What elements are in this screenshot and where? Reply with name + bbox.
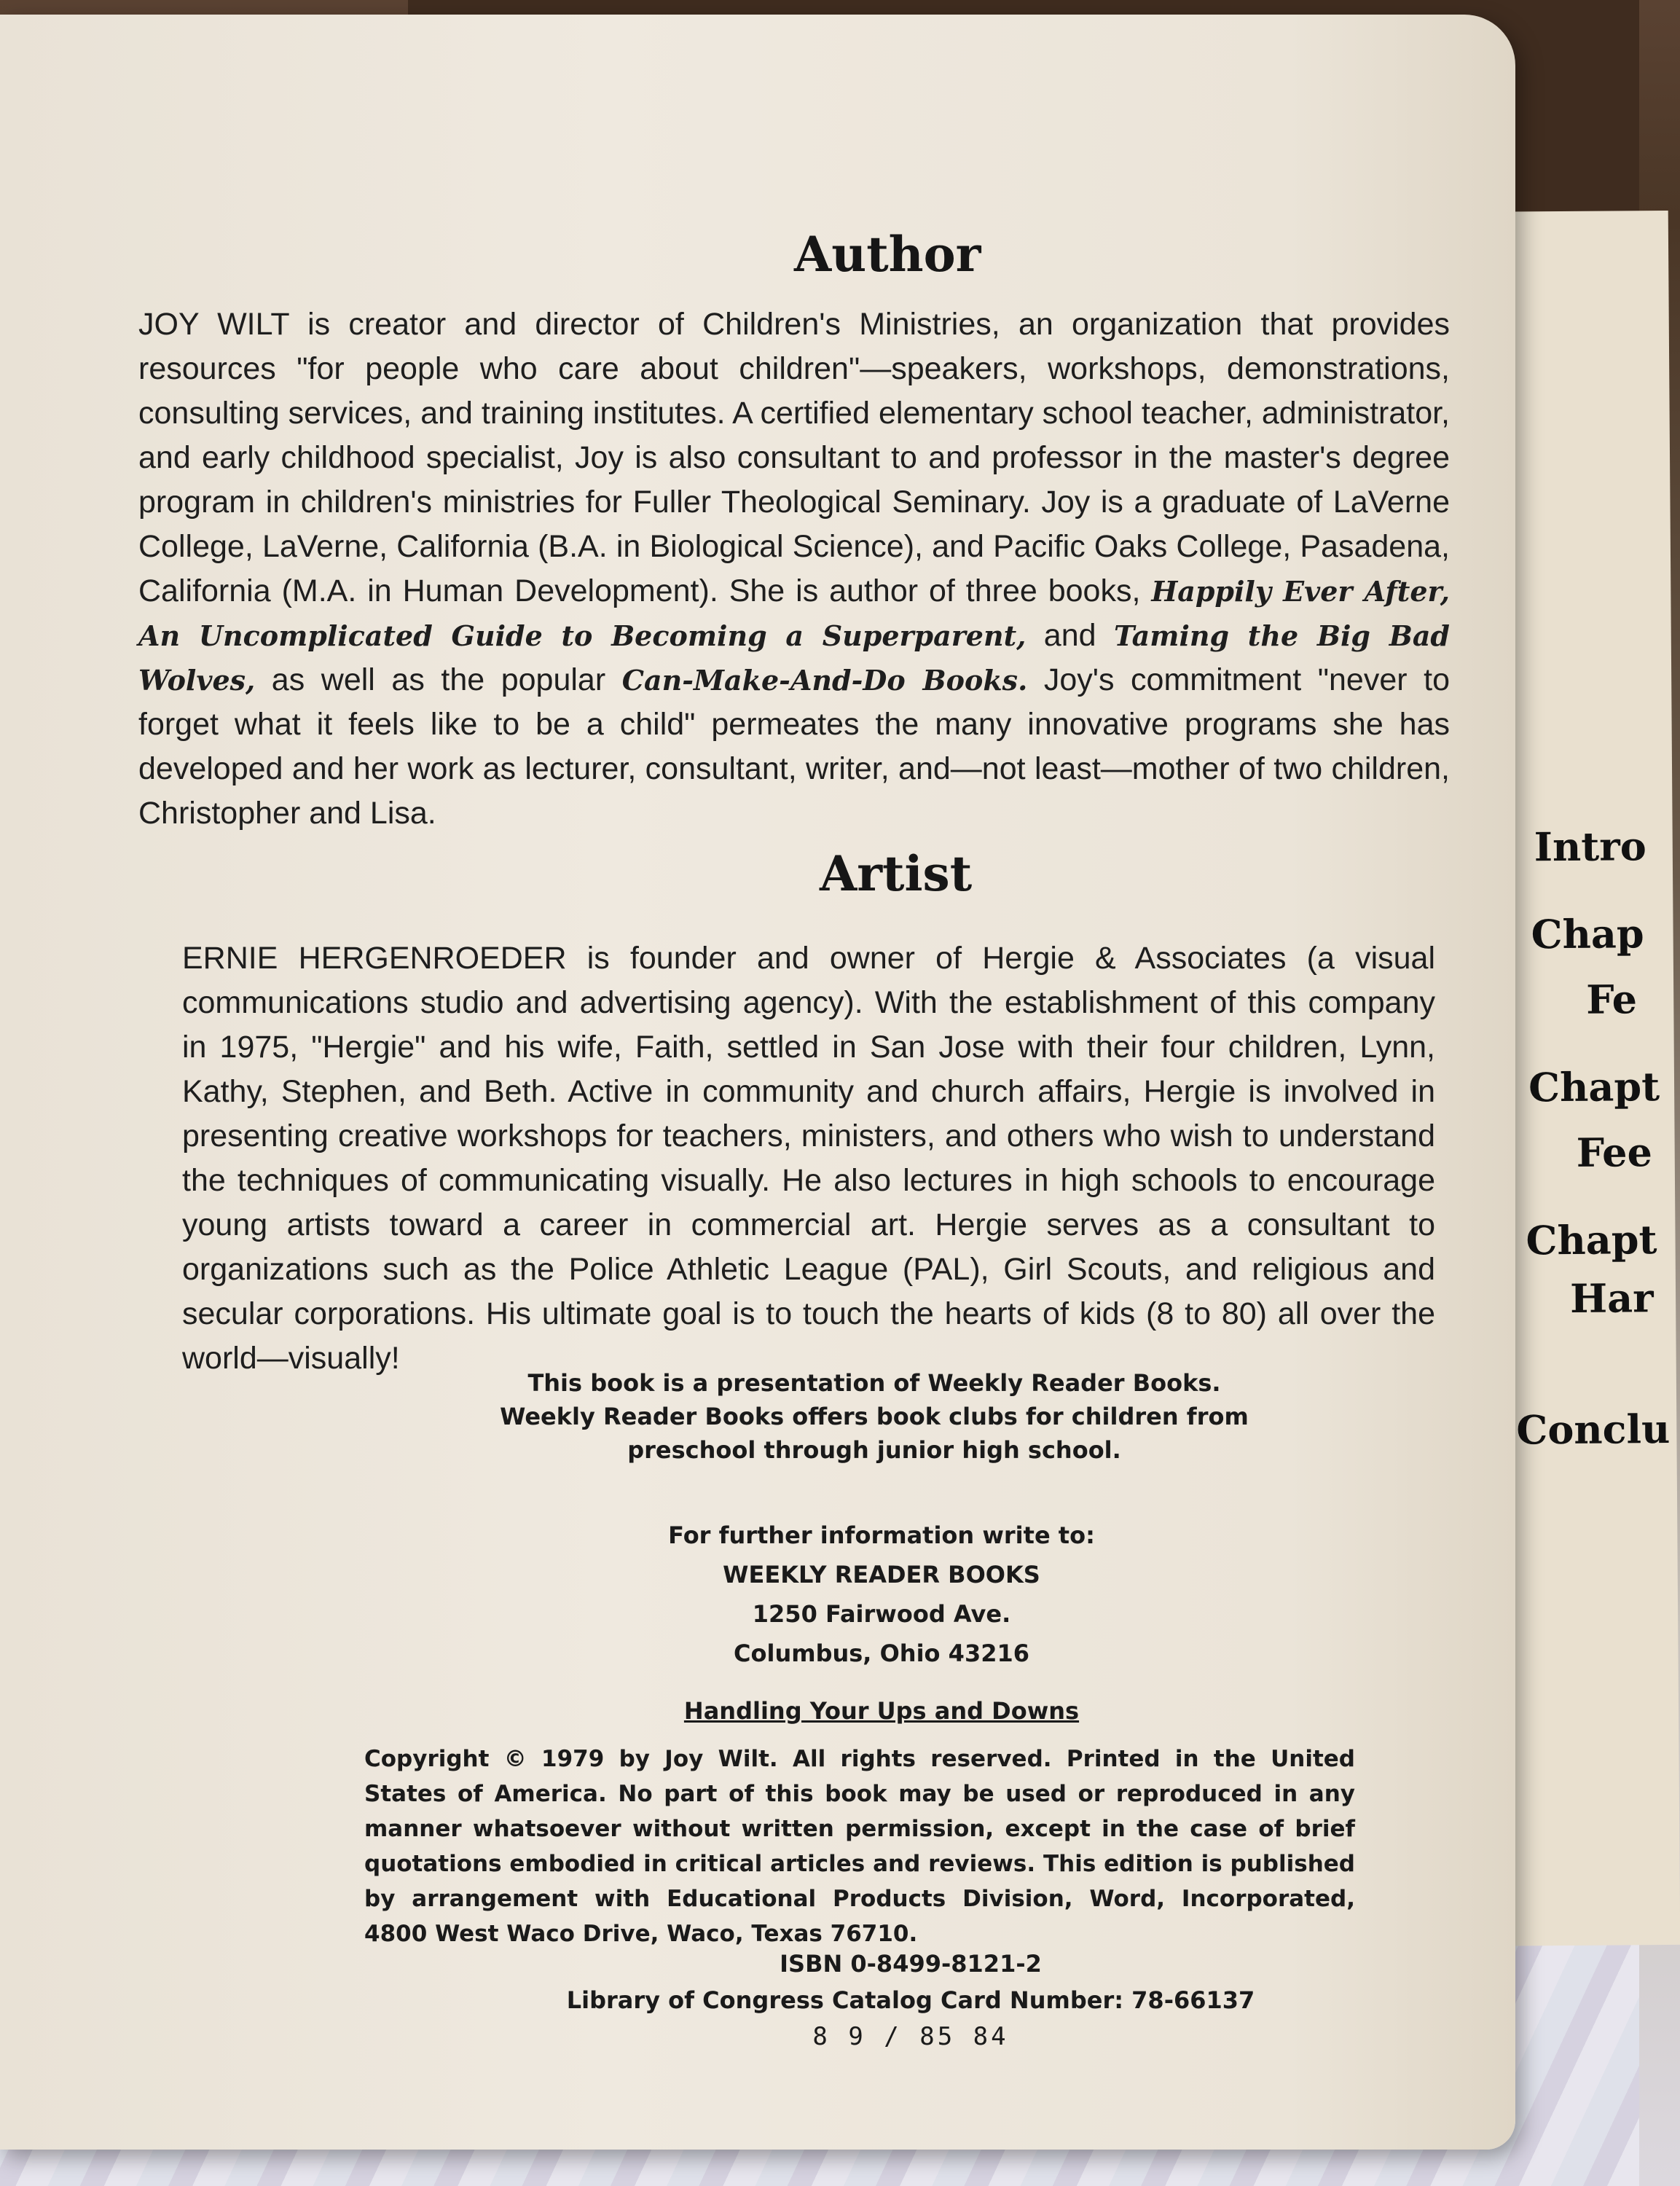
lccn: Library of Congress Catalog Card Number: 78-66137 <box>566 1986 1255 2014</box>
street-address: 1250 Fairwood Ave. <box>752 1600 1011 1628</box>
city-address: Columbus, Ohio 43216 <box>734 1640 1029 1667</box>
copyright-notice: Copyright © 1979 by Joy Wilt. All rights reserved. Printed in the United States of America. No part of this book may be used or reproduced in any manner whatsoever without written permission, except in the case of brief quotations embodied in critical articles and reviews. This edition is published by arrangement with Educational Products Division, Word, Incorporated, 4800 West Waco Drive, Waco, Texas 76710. <box>364 1746 1355 1947</box>
book-title: Taming the Big Bad Wolves, <box>138 619 1451 697</box>
publisher-name: WEEKLY READER BOOKS <box>723 1561 1040 1588</box>
toc-entry: Chapt <box>1528 1063 1660 1111</box>
toc-entry: Har <box>1569 1274 1654 1322</box>
page-content <box>0 15 1515 2150</box>
book-title: Happily Ever After, An Uncomplicated Guide to Becoming a Superparent, <box>138 575 1450 652</box>
isbn-block <box>554 1946 1268 2055</box>
toc-entry: Conclu <box>1516 1405 1671 1454</box>
artist-heading: Artist <box>820 845 973 902</box>
author-name: JOY WILT <box>138 307 289 342</box>
toc-entry: Intro <box>1534 823 1646 871</box>
author-bio: JOY WILT is creator and director of Children's Ministries, an organization that provides resources "for people who care about children"—speakers, workshops, demonstrations, consulting services, and training institutes. A certified elementary school teacher, administrator, and early childhood specialist, Joy is also consultant to and professor in the master's degree program in children's ministries for Fuller Theological Seminary. Joy is a graduate of LaVerne College, LaVerne, California (B.A. in Biological Science), and Pacific Oaks College, Pasadena, California (M.A. in Human Development). She is author of three books, Happily Ever After, An Uncomplicated Guide to Becoming a Superparent, and Taming the Big Bad Wolves, as well as the popular Can-Make-And-Do Books. Joy's commitment "never to forget what it feels like to be a child" permeates the many innovative programs she has developed and her work as lecturer, consultant, writer, and—not least—mother of two children, Christopher and Lisa. <box>138 307 1451 831</box>
toc-entry: Fe <box>1586 976 1638 1023</box>
artist-name: ERNIE HERGENROEDER <box>182 941 567 976</box>
isbn: ISBN 0-8499-8121-2 <box>780 1950 1042 1978</box>
contact-intro: For further information write to: <box>668 1521 1095 1549</box>
author-heading: Author <box>794 226 981 283</box>
toc-entry: Chapt <box>1526 1216 1657 1264</box>
toc-entry: Fee <box>1576 1129 1653 1176</box>
artist-bio: ERNIE HERGENROEDER is founder and owner of Hergie & Associates (a visual communications studio and advertising agency). With the establishment of this company in 1975, "Hergie" and his wife, Faith, settled in San Jose with their four children, Lynn, Kathy, Stephen, and Beth. Active in community and church affairs, Hergie is involved in presenting creative workshops for teachers, ministers, and others who wish to understand the techniques of communicating visually. He also lectures in high schools to encourage young artists toward a career in commercial art. Hergie serves as a consultant to organizations such as the Police Athletic League (PAL), Girl Scouts, and religious and secular corporations. His ultimate goal is to touch the hearts of kids (8 to 80) all over the world—visually! <box>182 941 1435 1376</box>
presentation-note: This book is a presentation of Weekly Reader Books. Weekly Reader Books offers book clubs for children from preschool through junior high school. <box>500 1369 1249 1464</box>
toc-entry: Chap <box>1531 910 1644 958</box>
printing-line: 8 9 / 85 84 <box>812 2022 1009 2051</box>
book-page <box>0 15 1515 2150</box>
book-title-line: Handling Your Ups and Downs <box>683 1697 1080 1725</box>
book-title: Can-Make-And-Do Books. <box>621 664 1028 697</box>
contact-address <box>554 1516 1209 1673</box>
